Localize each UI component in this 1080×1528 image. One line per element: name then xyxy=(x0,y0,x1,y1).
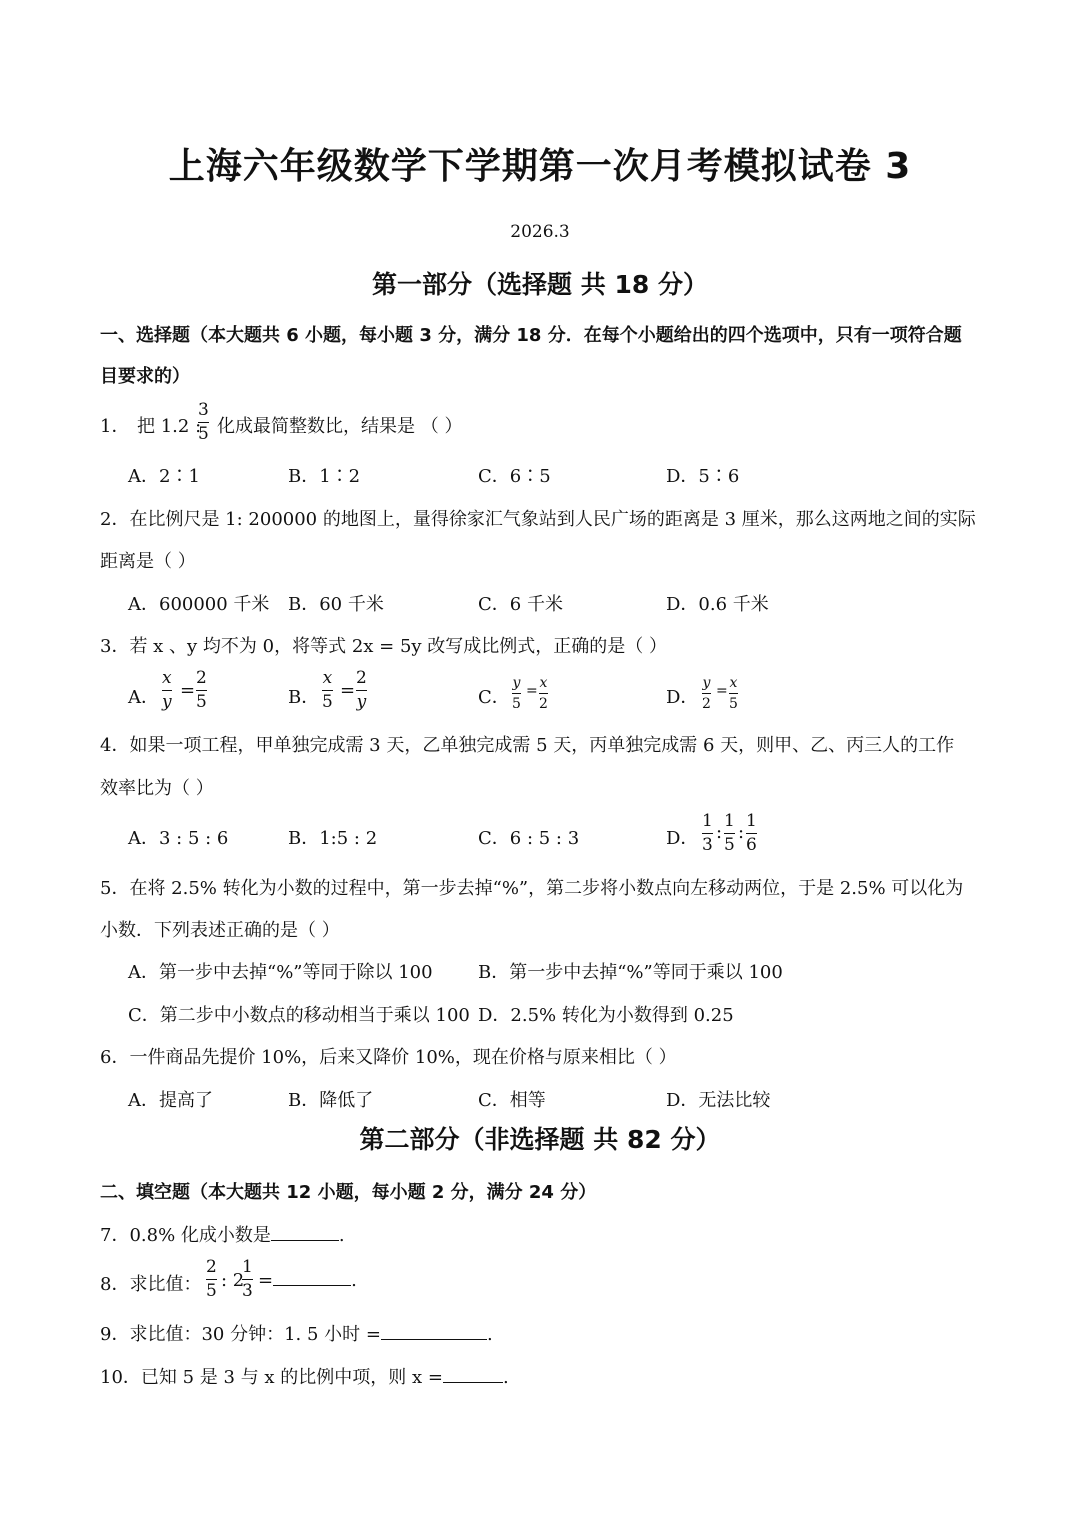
section1-heading-line2: 目要求的） xyxy=(100,366,190,387)
q7-answer-blank[interactable] xyxy=(271,1240,339,1241)
q10-answer-blank[interactable] xyxy=(443,1382,503,1383)
q3-c-right-fraction xyxy=(539,676,548,711)
q3-a-right-den: 5 xyxy=(196,692,207,712)
q3-d-right-den: 5 xyxy=(729,696,738,712)
part2-title: 第二部分（非选择题 共 82 分） xyxy=(359,1125,721,1154)
q3-c-equals: = xyxy=(526,683,538,699)
q5-option-b: B．第一步中去掉“%”等同于乘以 100 xyxy=(478,962,783,983)
q9-text: 9．求比值：30 分钟：1. 5 小时 = xyxy=(100,1324,381,1345)
q4-d-fraction-2 xyxy=(724,813,735,854)
q8-end: . xyxy=(351,1270,357,1291)
q6-option-d: D．无法比较 xyxy=(666,1090,771,1111)
q2-line1: 2．在比例尺是 1: 200000 的地图上，量得徐家汇气象站到人民广场的距离是 3 厘米，那么这两地之间的实际 xyxy=(100,509,976,530)
q1-option-c: C．6∶5 xyxy=(478,466,551,487)
q3-b-left-fraction xyxy=(322,670,333,711)
q4-line2: 效率比为（ ） xyxy=(100,778,214,799)
q8-fraction-2 xyxy=(242,1259,253,1300)
q7-row xyxy=(100,1221,345,1247)
q4-d-f3-den: 6 xyxy=(746,835,757,855)
q3-a-left-num: x xyxy=(162,668,172,688)
part1-title: 第一部分（选择题 共 18 分） xyxy=(372,270,708,299)
q3-b-left-num: x xyxy=(322,668,333,688)
q2-line2: 距离是（ ） xyxy=(100,551,196,572)
q6-line: 6．一件商品先提价 10%，后来又降价 10%，现在价格与原来相比（ ） xyxy=(100,1047,677,1068)
q8-answer-blank[interactable] xyxy=(273,1285,351,1286)
q4-d-f2-den: 5 xyxy=(724,835,735,855)
q8-f1-num: 2 xyxy=(206,1257,217,1277)
q1-option-b: B．1∶2 xyxy=(288,466,361,487)
q4-d-f3-num: 1 xyxy=(746,811,757,831)
q3-b-left-den: 5 xyxy=(322,692,333,712)
q3-c-left-den: 5 xyxy=(512,696,521,712)
q8-prefix: 8．求比值： xyxy=(100,1274,202,1295)
q4-d-fraction-3 xyxy=(746,813,757,854)
q9-row xyxy=(100,1320,493,1346)
q3-d-right-fraction xyxy=(729,676,738,711)
q4-option-a: A．3 : 5 : 6 xyxy=(128,828,229,849)
q3-b-right-den: y xyxy=(356,692,367,712)
q3-a-left-den: y xyxy=(162,692,172,712)
q3-c-right-num: x xyxy=(539,675,548,691)
q9-answer-blank[interactable] xyxy=(381,1339,487,1340)
q3-line: 3．若 x 、y 均不为 0，将等式 2x = 5y 改写成比例式，正确的是（ ） xyxy=(100,636,668,657)
q3-c-left-fraction xyxy=(512,676,521,711)
q2-option-c: C．6 千米 xyxy=(478,594,563,615)
q8-answer-row xyxy=(258,1270,357,1291)
q3-d-right-num: x xyxy=(729,675,738,691)
q4-d-f1-den: 3 xyxy=(702,835,713,855)
q3-d-left-num: y xyxy=(702,675,711,691)
q4-d-colon-2: : xyxy=(738,822,745,843)
q10-text: 10．已知 5 是 3 与 x 的比例中项，则 x = xyxy=(100,1367,443,1388)
q4-option-b: B．1:5 : 2 xyxy=(288,828,378,849)
q4-d-fraction-1 xyxy=(702,813,713,854)
q4-option-c: C．6 : 5 : 3 xyxy=(478,828,580,849)
q1-prefix: 把 1.2 : xyxy=(137,416,202,437)
q3-option-d-label: D． xyxy=(666,687,699,708)
q4-d-f1-num: 1 xyxy=(702,811,713,831)
q8-fraction-1 xyxy=(206,1259,217,1300)
q1-option-d: D．5∶6 xyxy=(666,466,740,487)
q4-line1: 4．如果一项工程，甲单独完成需 3 天，乙单独完成需 5 天，丙单独完成需 6 天，则甲、乙、丙三人的工作 xyxy=(100,735,955,756)
q3-a-equals: = xyxy=(180,680,196,701)
q8-equals: = xyxy=(258,1270,274,1291)
q3-d-equals: = xyxy=(716,683,728,699)
q3-b-right-num: 2 xyxy=(356,668,367,688)
q1-fraction-denominator: 5 xyxy=(198,424,209,444)
q3-a-right-fraction xyxy=(196,670,207,711)
q7-end: . xyxy=(338,1225,345,1246)
q3-c-right-den: 2 xyxy=(539,696,548,712)
q8-f2-num: 1 xyxy=(242,1257,253,1277)
q8-f2-den: 3 xyxy=(242,1281,253,1301)
q3-a-right-num: 2 xyxy=(196,668,207,688)
section1-heading-line1: 一、选择题（本大题共 6 小题，每小题 3 分，满分 18 分．在每个小题给出的四个选项中，只有一项符合题 xyxy=(100,325,962,346)
q3-option-b-label: B． xyxy=(288,687,320,708)
q8-f1-den: 5 xyxy=(206,1281,217,1301)
q5-option-a: A．第一步中去掉“%”等同于除以 100 xyxy=(128,962,433,983)
q6-option-b: B．降低了 xyxy=(288,1090,374,1111)
q9-end: . xyxy=(486,1324,493,1345)
document-title: 上海六年级数学下学期第一次月考模拟试卷 3 xyxy=(168,146,912,187)
document-date: 2026.3 xyxy=(510,222,570,242)
q3-b-right-fraction xyxy=(356,670,367,711)
q3-d-left-fraction xyxy=(702,676,711,711)
q3-c-left-num: y xyxy=(512,675,521,691)
q1-fraction xyxy=(198,402,209,443)
q1-option-a: A．2∶1 xyxy=(128,466,200,487)
q3-option-a-label: A． xyxy=(128,687,159,708)
q4-d-colon-1: : xyxy=(716,822,723,843)
q5-option-c: C．第二步中小数点的移动相当于乘以 100 xyxy=(128,1005,470,1026)
q4-d-f2-num: 1 xyxy=(724,811,735,831)
q3-d-left-den: 2 xyxy=(702,696,711,712)
q10-end: . xyxy=(502,1367,509,1388)
q1-number: 1． xyxy=(100,416,130,437)
q7-text: 7．0.8% 化成小数是 xyxy=(100,1225,271,1246)
section2-heading: 二、填空题（本大题共 12 小题，每小题 2 分，满分 24 分） xyxy=(100,1182,597,1203)
q6-option-a: A．提高了 xyxy=(128,1090,213,1111)
q1-fraction-numerator: 3 xyxy=(198,400,209,420)
q1-suffix: 化成最简整数比，结果是 （ ） xyxy=(217,416,463,437)
q2-option-d: D．0.6 千米 xyxy=(666,594,769,615)
q3-b-equals: = xyxy=(340,680,356,701)
q4-option-d-label: D． xyxy=(666,828,699,849)
q2-option-b: B．60 千米 xyxy=(288,594,384,615)
q3-a-left-fraction xyxy=(162,670,172,711)
q3-option-c-label: C． xyxy=(478,687,510,708)
q5-option-d: D．2.5% 转化为小数得到 0.25 xyxy=(478,1005,734,1026)
q10-row xyxy=(100,1363,509,1389)
q5-line1: 5．在将 2.5% 转化为小数的过程中，第一步去掉“%”，第二步将小数点向左移动两位，于是 2.5% 可以化为 xyxy=(100,878,964,899)
q8-colon: : 2 xyxy=(221,1270,245,1291)
q5-line2: 小数．下列表述正确的是（ ） xyxy=(100,920,340,941)
q6-option-c: C．相等 xyxy=(478,1090,546,1111)
q2-option-a: A．600000 千米 xyxy=(128,594,270,615)
